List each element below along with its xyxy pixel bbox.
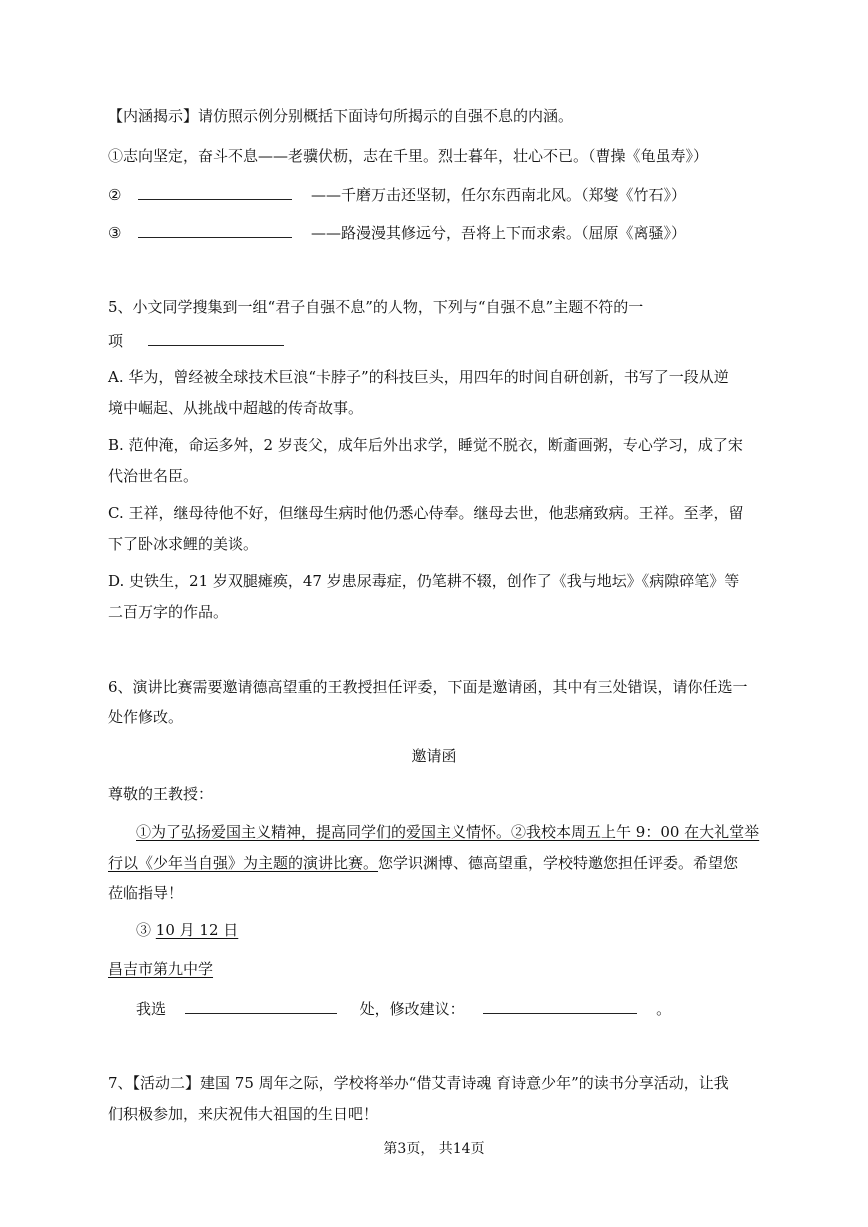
letter-body-line3: 莅临指导！: [108, 884, 184, 902]
q5-option-b-line2: 代治世名臣。: [108, 467, 199, 485]
q6-answer-line: [136, 997, 671, 1019]
q5-option-a-line2: 境中崛起、从挑战中超越的传奇故事。: [108, 399, 364, 417]
letter-body-rest: 您学识渊博、德高望重，学校特邀您担任评委。希望您: [378, 854, 739, 872]
q7-line1: 7、【活动二】建国 75 周年之际，学校将举办“借艾青诗魂 育诗意少年”的读书分享活动，让我: [108, 1074, 729, 1092]
item-3: [108, 221, 686, 243]
answer-blank-2[interactable]: [138, 183, 292, 200]
item-2-text: ——千磨万击还坚韧，任尔东西南北风。（郑燮《竹石》）: [311, 186, 687, 204]
letter-salutation: 尊敬的王教授：: [108, 785, 214, 803]
answer-end-period: 。: [656, 1000, 672, 1018]
letter-date-number: ③: [136, 921, 152, 939]
page-footer: 第3页， 共14页: [383, 1141, 485, 1157]
letter-underlined-sentence-2: 行以《少年当自强》为主题的演讲比赛。: [108, 854, 379, 872]
q5-option-c-line1: C. 王祥，继母待他不好，但继母生病时他仍悉心侍奉。继母去世，他悲痛致病。王祥。至孝，留: [108, 504, 744, 522]
letter-body-line2: [108, 853, 738, 873]
q5-stem-line1: 5、小文同学搜集到一组“君子自强不息”的人物，下列与“自强不息”主题不符的一: [108, 298, 644, 316]
q5-option-d-line1: D. 史铁生，21 岁双腿瘫痪，47 岁患尿毒症，仍笔耕不辍，创作了《我与地坛》《病隙碎笔》等: [108, 572, 740, 590]
example-item-1: ①志向坚定，奋斗不息——老骥伏枥，志在千里。烈士暮年，壮心不已。（曹操《龟虽寿》）: [108, 147, 709, 165]
item-3-text: ——路漫漫其修远兮，吾将上下而求索。（屈原《离骚》）: [311, 224, 687, 242]
letter-date: [136, 920, 238, 940]
q5-option-d-line2: 二百万字的作品。: [108, 603, 229, 621]
item-2-number: ②: [108, 186, 122, 204]
q5-stem-line2: [108, 329, 284, 351]
letter-underlined-sentence-1: ①为了弘扬爱国主义精神，提高同学们的爱国主义情怀。②我校本周五上午 9：00 在大礼堂举: [136, 823, 760, 841]
answer-suggestion-blank[interactable]: [483, 997, 637, 1014]
answer-suggestion-label: 处，修改建议：: [359, 1000, 465, 1018]
letter-body-line1: [136, 822, 759, 842]
answer-choose-label: 我选: [136, 1000, 167, 1018]
q5-option-b-line1: B. 范仲淹，命运多舛，2 岁丧父，成年后外出求学，睡觉不脱衣，断齑画粥，专心学习，成了宋: [108, 436, 743, 454]
item-3-number: ③: [108, 224, 122, 242]
letter-date-text: 10 月 12 日: [155, 921, 239, 939]
q5-stem-end: 项: [108, 332, 124, 350]
instruction-heading: 【内涵揭示】请仿照示例分别概括下面诗句所揭示的自强不息的内涵。: [108, 107, 574, 125]
q5-answer-blank[interactable]: [148, 329, 284, 346]
q5-option-a-line1: A. 华为，曾经被全球技术巨浪“卡脖子”的科技巨头，用四年的时间自研创新，书写了一段从逆: [108, 368, 729, 386]
q7-line2: 们积极参加，来庆祝伟大祖国的生日吧！: [108, 1105, 379, 1123]
answer-blank-3[interactable]: [138, 221, 292, 238]
item-2: [108, 183, 686, 205]
answer-choice-blank[interactable]: [185, 997, 337, 1014]
q6-stem-line1: 6、演讲比赛需要邀请德高望重的王教授担任评委，下面是邀请函，其中有三处错误，请你任选一: [108, 678, 748, 696]
letter-signature: 昌吉市第九中学: [108, 960, 214, 978]
q5-option-c-line2: 下了卧冰求鲤的美谈。: [108, 535, 259, 553]
letter-title: 邀请函: [411, 747, 457, 765]
q6-stem-line2: 处作修改。: [108, 708, 184, 726]
